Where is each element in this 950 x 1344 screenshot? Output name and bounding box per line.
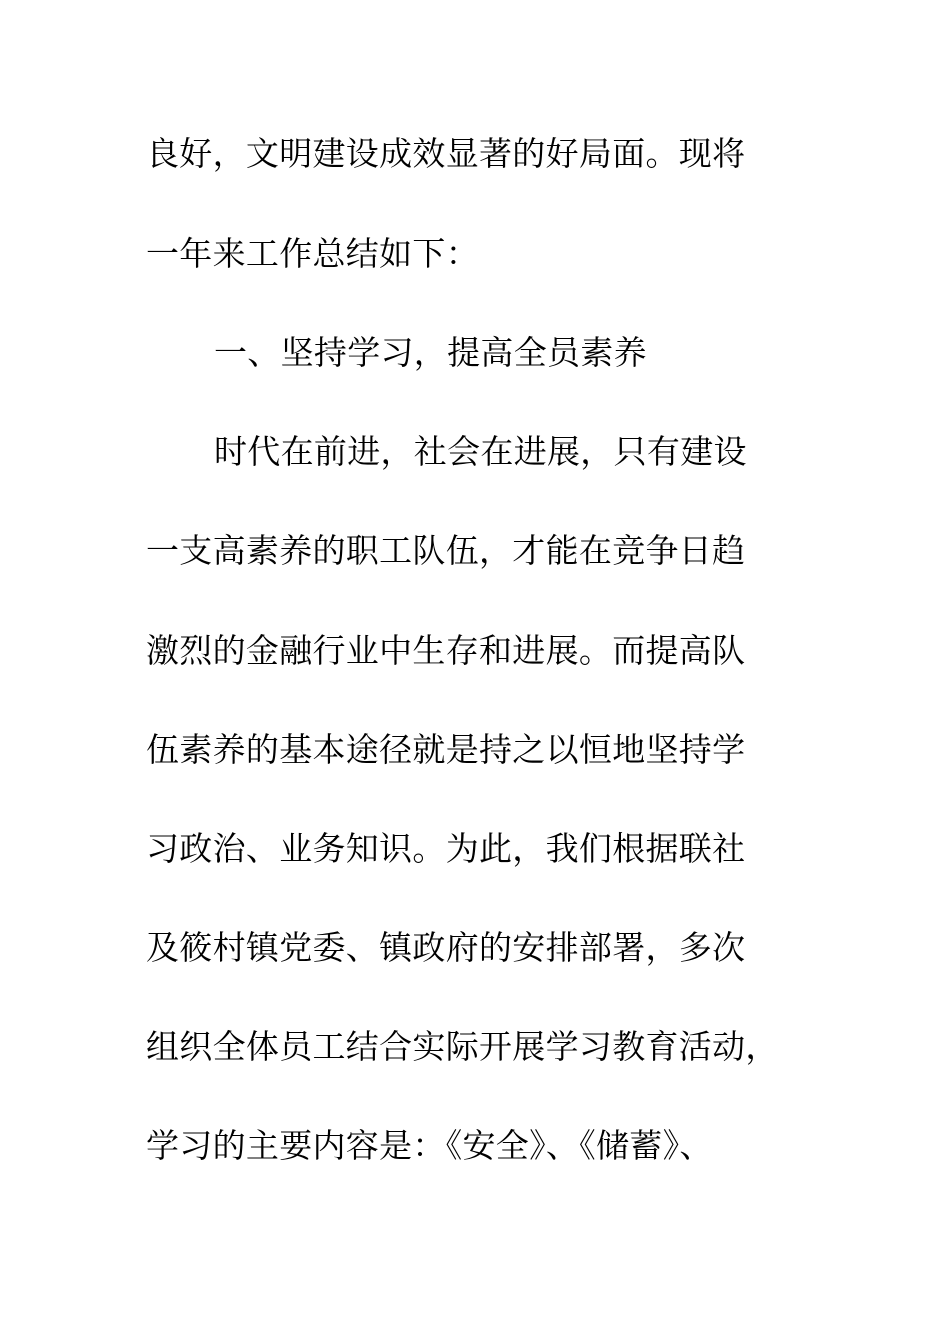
paragraph-line: 良好，文明建设成效显著的好局面。现将	[146, 134, 746, 173]
paragraph-line: 时代在前进，社会在进展，只有建设	[214, 432, 747, 471]
paragraph-line: 一年来工作总结如下：	[146, 234, 479, 273]
paragraph-line: 学习的主要内容是：《安全》、《储蓄》、	[146, 1126, 713, 1165]
paragraph-line: 激烈的金融行业中生存和进展。而提高队	[146, 631, 746, 670]
paragraph-line: 及筱村镇党委、镇政府的安排部署，多次	[146, 928, 746, 967]
paragraph-line: 习政治、业务知识。为此，我们根据联社	[146, 829, 746, 868]
paragraph-line: 一支高素养的职工队伍，才能在竞争日趋	[146, 531, 746, 570]
paragraph-line: 伍素养的基本途径就是持之以恒地坚持学	[146, 730, 746, 769]
paragraph-line: 组织全体员工结合实际开展学习教育活动，	[146, 1027, 779, 1066]
section-heading: 一、坚持学习，提高全员素养	[214, 333, 647, 372]
